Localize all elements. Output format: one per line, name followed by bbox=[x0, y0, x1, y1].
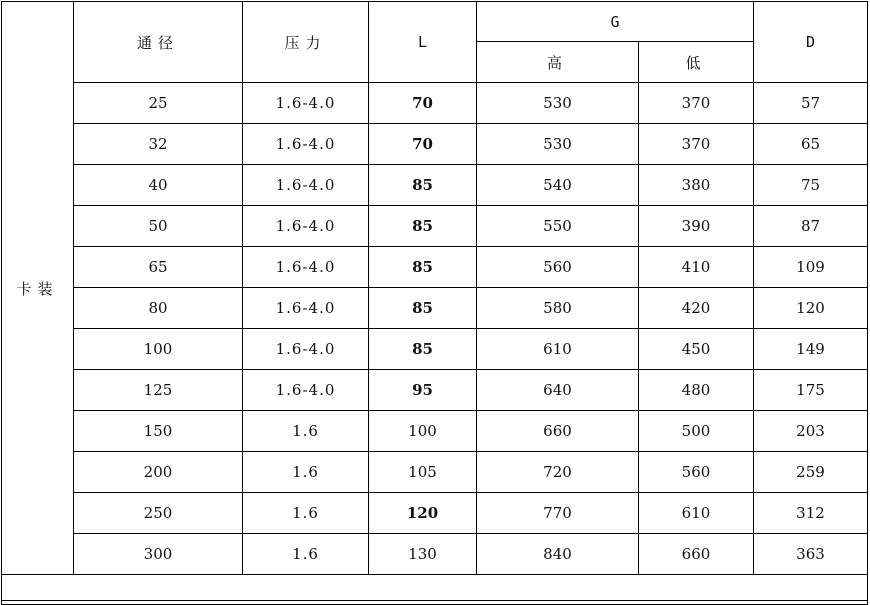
side-label-cell bbox=[2, 2, 74, 575]
cell-D: 120 bbox=[754, 288, 868, 329]
cell-bore: 250 bbox=[74, 493, 243, 534]
cell-D: 75 bbox=[754, 165, 868, 206]
table-row bbox=[2, 124, 868, 165]
cell-G-high: 610 bbox=[477, 329, 639, 370]
cell-G-high: 550 bbox=[477, 206, 639, 247]
cell-bore: 100 bbox=[74, 329, 243, 370]
table-row bbox=[2, 165, 868, 206]
cell-L: 105 bbox=[369, 452, 477, 493]
cell-bore: 125 bbox=[74, 370, 243, 411]
table-row bbox=[2, 329, 868, 370]
table-row bbox=[2, 534, 868, 575]
header-L: L bbox=[369, 2, 477, 83]
cell-bore: 50 bbox=[74, 206, 243, 247]
cell-D: 65 bbox=[754, 124, 868, 165]
table-row bbox=[2, 83, 868, 124]
cell-L: 85 bbox=[369, 165, 477, 206]
cell-D: 259 bbox=[754, 452, 868, 493]
cell-G-low: 380 bbox=[639, 165, 754, 206]
spec-table bbox=[1, 1, 868, 605]
header-pressure: 压力 bbox=[243, 2, 369, 83]
cell-pressure: 1.6-4.0 bbox=[243, 288, 369, 329]
table-row bbox=[2, 206, 868, 247]
cell-bore: 25 bbox=[74, 83, 243, 124]
cell-D: 57 bbox=[754, 83, 868, 124]
cell-L: 70 bbox=[369, 83, 477, 124]
cell-bore: 65 bbox=[74, 247, 243, 288]
cell-G-high: 540 bbox=[477, 165, 639, 206]
cell-G-low: 370 bbox=[639, 124, 754, 165]
cell-G-low: 610 bbox=[639, 493, 754, 534]
table-row bbox=[2, 288, 868, 329]
cell-L: 130 bbox=[369, 534, 477, 575]
cell-D: 87 bbox=[754, 206, 868, 247]
table-row bbox=[2, 247, 868, 288]
header-D: D bbox=[754, 2, 868, 83]
cell-D: 203 bbox=[754, 411, 868, 452]
side-label: 卡装 bbox=[16, 279, 59, 298]
footer-empty-cell bbox=[2, 575, 868, 605]
cell-bore: 32 bbox=[74, 124, 243, 165]
cell-pressure: 1.6-4.0 bbox=[243, 370, 369, 411]
cell-G-low: 390 bbox=[639, 206, 754, 247]
header-bore: 通径 bbox=[74, 2, 243, 83]
cell-G-high: 640 bbox=[477, 370, 639, 411]
cell-pressure: 1.6 bbox=[243, 493, 369, 534]
cell-pressure: 1.6 bbox=[243, 411, 369, 452]
header-G-low: 低 bbox=[639, 42, 754, 83]
cell-G-low: 500 bbox=[639, 411, 754, 452]
cell-L: 95 bbox=[369, 370, 477, 411]
cell-G-high: 580 bbox=[477, 288, 639, 329]
cell-G-low: 560 bbox=[639, 452, 754, 493]
cell-bore: 40 bbox=[74, 165, 243, 206]
table-row bbox=[2, 411, 868, 452]
cell-pressure: 1.6-4.0 bbox=[243, 165, 369, 206]
cell-L: 120 bbox=[369, 493, 477, 534]
cell-D: 109 bbox=[754, 247, 868, 288]
cell-G-high: 530 bbox=[477, 124, 639, 165]
cell-D: 175 bbox=[754, 370, 868, 411]
cell-L: 100 bbox=[369, 411, 477, 452]
cell-G-high: 530 bbox=[477, 83, 639, 124]
table-row bbox=[2, 452, 868, 493]
cell-G-high: 720 bbox=[477, 452, 639, 493]
cell-pressure: 1.6 bbox=[243, 534, 369, 575]
cell-G-low: 660 bbox=[639, 534, 754, 575]
cell-G-high: 560 bbox=[477, 247, 639, 288]
cell-L: 85 bbox=[369, 329, 477, 370]
header-G: G bbox=[477, 2, 754, 42]
cell-L: 70 bbox=[369, 124, 477, 165]
cell-pressure: 1.6-4.0 bbox=[243, 83, 369, 124]
cell-pressure: 1.6-4.0 bbox=[243, 206, 369, 247]
cell-L: 85 bbox=[369, 247, 477, 288]
cell-bore: 200 bbox=[74, 452, 243, 493]
header-G-high: 高 bbox=[477, 42, 639, 83]
cell-pressure: 1.6-4.0 bbox=[243, 329, 369, 370]
cell-L: 85 bbox=[369, 206, 477, 247]
header-row-top bbox=[2, 2, 868, 42]
cell-bore: 80 bbox=[74, 288, 243, 329]
cell-G-low: 420 bbox=[639, 288, 754, 329]
cell-D: 149 bbox=[754, 329, 868, 370]
cell-G-low: 450 bbox=[639, 329, 754, 370]
cell-L: 85 bbox=[369, 288, 477, 329]
cell-G-high: 770 bbox=[477, 493, 639, 534]
cell-G-low: 370 bbox=[639, 83, 754, 124]
cell-G-high: 660 bbox=[477, 411, 639, 452]
cell-pressure: 1.6-4.0 bbox=[243, 247, 369, 288]
table-body bbox=[2, 2, 868, 605]
cell-bore: 150 bbox=[74, 411, 243, 452]
cell-pressure: 1.6-4.0 bbox=[243, 124, 369, 165]
table-row-empty bbox=[2, 575, 868, 605]
cell-D: 312 bbox=[754, 493, 868, 534]
cell-G-low: 480 bbox=[639, 370, 754, 411]
cell-bore: 300 bbox=[74, 534, 243, 575]
cell-G-high: 840 bbox=[477, 534, 639, 575]
table-row bbox=[2, 370, 868, 411]
cell-D: 363 bbox=[754, 534, 868, 575]
cell-pressure: 1.6 bbox=[243, 452, 369, 493]
table-row bbox=[2, 493, 868, 534]
cell-G-low: 410 bbox=[639, 247, 754, 288]
